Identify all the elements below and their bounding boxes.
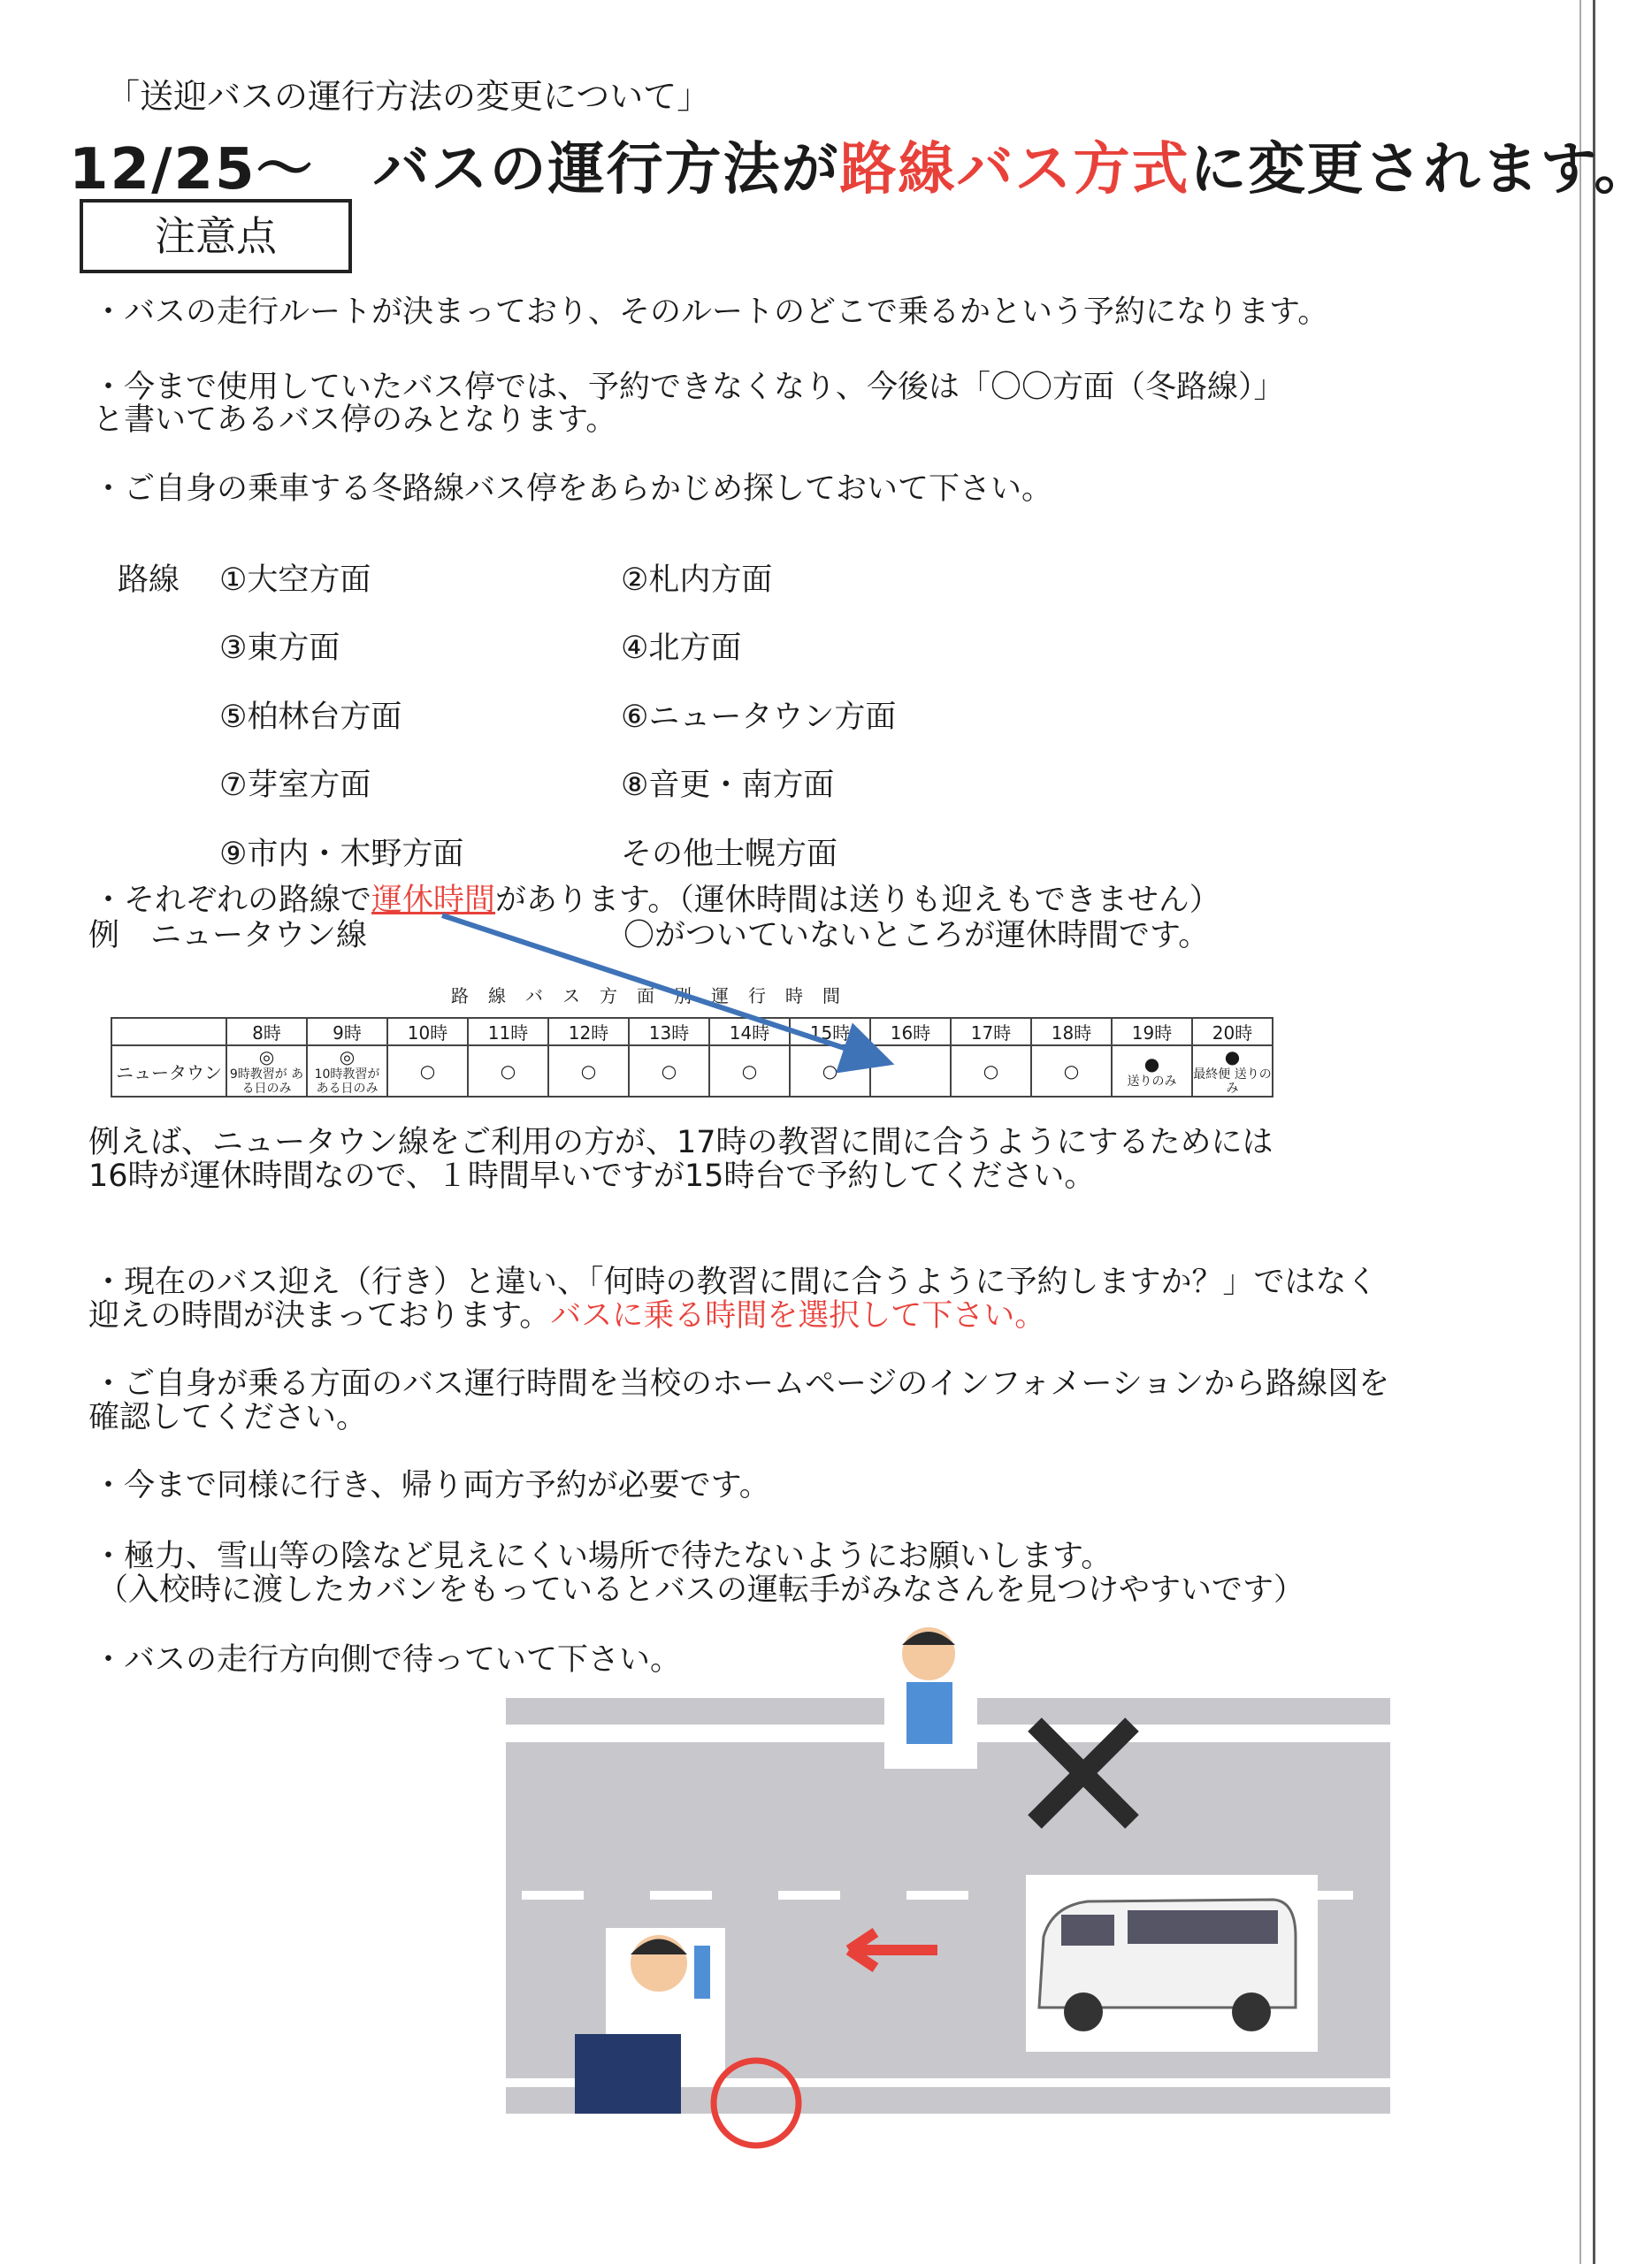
- hour-15: 15時: [790, 1018, 870, 1045]
- headline-pre: 12/25～ バスの運行方法が: [69, 137, 840, 203]
- route-1: ①大空方面: [219, 562, 371, 598]
- slot-18: ○: [1031, 1045, 1112, 1097]
- person-wrong-icon: [884, 1618, 977, 1769]
- timetable-row-label: ニュータウン: [111, 1045, 226, 1097]
- example-line-2: 16時が運休時間なので、１時間早いですが15時台で予約してください。: [88, 1159, 1096, 1194]
- hour-12: 12時: [548, 1018, 629, 1045]
- route-other: その他士幌方面: [621, 837, 838, 872]
- slot-14: ○: [709, 1045, 790, 1097]
- slot-19-note: 送りのみ: [1127, 1075, 1177, 1089]
- hour-20: 20時: [1192, 1018, 1273, 1045]
- hour-8: 8時: [226, 1018, 307, 1045]
- bullet-c2b: 確認してください。: [88, 1400, 368, 1435]
- rest-pre: ・それぞれの路線で: [93, 883, 372, 918]
- route-8: ⑧音更・南方面: [621, 768, 835, 803]
- rest-time-link: 運休時間: [371, 883, 496, 918]
- hour-9: 9時: [307, 1018, 387, 1045]
- route-2: ②札内方面: [621, 562, 773, 598]
- hour-10: 10時: [387, 1018, 468, 1045]
- route-6: ⑥ニュータウン方面: [621, 700, 897, 735]
- rest-arrow: [0, 0, 1601, 1114]
- slot-10: ○: [387, 1045, 468, 1097]
- bullet-c1a: ・現在のバス迎え（行き）と違い、「何時の教習に間に合うように予約しますか？」ではなく: [93, 1265, 1378, 1300]
- routes-label: 路線: [118, 562, 180, 598]
- bus-icon: [1026, 1875, 1318, 2052]
- slot-20-mark: ●: [1224, 1046, 1241, 1067]
- bullet-c1b: [88, 1298, 1045, 1334]
- hour-13: 13時: [629, 1018, 709, 1045]
- hour-17: 17時: [951, 1018, 1031, 1045]
- hour-19: 19時: [1112, 1018, 1192, 1045]
- c1b-pre: 迎えの時間が決まっております。: [88, 1298, 551, 1334]
- rest-explain: 〇がついていないところが運休時間です。: [623, 918, 1210, 953]
- slot-20-note: 最終便 送りのみ: [1193, 1067, 1272, 1096]
- bullet-c3: ・今まで同様に行き、帰り両方予約が必要です。: [93, 1468, 770, 1503]
- example-line-1: 例えば、ニュータウン線をご利用の方が、17時の教習に間に合うようにするためには: [88, 1125, 1273, 1160]
- subtitle: 「送迎バスの運行方法の変更について」: [106, 77, 711, 116]
- hour-16: 16時: [870, 1018, 951, 1045]
- bullet-c2a: ・ご自身が乗る方面のバス運行時間を当校のホームページのインフォメーションから路線図を: [93, 1366, 1390, 1402]
- school-bag-icon: [575, 2034, 681, 2114]
- slot-12: ○: [548, 1045, 629, 1097]
- slot-15: ○: [790, 1045, 870, 1097]
- rest-example: 例 ニュータウン線: [88, 918, 368, 953]
- slot-9-mark: ◎: [339, 1046, 356, 1067]
- bullet-c4b: （入校時に渡したカバンをもっているとバスの運転手がみなさんを見つけやすいです）: [97, 1572, 1305, 1608]
- slot-9-note: 10時教習が ある日のみ: [314, 1067, 380, 1096]
- slot-13: ○: [629, 1045, 709, 1097]
- slot-8-note: 9時教習が ある日のみ: [229, 1067, 304, 1096]
- route-4: ④北方面: [621, 631, 742, 666]
- hour-14: 14時: [709, 1018, 790, 1045]
- timetable-caption: 路線バス方面別運行時間: [451, 985, 860, 1006]
- route-7: ⑦芽室方面: [219, 768, 371, 803]
- slot-17: ○: [951, 1045, 1031, 1097]
- bullet-c4a: ・極力、雪山等の陰など見えにくい場所で待たないようにお願いします。: [93, 1539, 1113, 1574]
- hour-11: 11時: [468, 1018, 548, 1045]
- bullet-1: ・バスの走行ルートが決まっており、そのルートのどこで乗るかという予約になります。: [93, 294, 1329, 330]
- slot-8-mark: ◎: [258, 1046, 275, 1067]
- bullet-2a: ・今まで使用していたバス停では、予約できなくなり、今後は「〇〇方面（冬路線）」: [93, 370, 1285, 405]
- caution-box: 注意点: [80, 199, 352, 273]
- hour-18: 18時: [1031, 1018, 1112, 1045]
- headline-highlight: 路線バス方式: [839, 137, 1190, 203]
- c1b-red: バスに乗る時間を選択して下さい。: [550, 1298, 1046, 1334]
- road-illustration: [495, 1618, 1397, 2114]
- route-3: ③東方面: [219, 631, 340, 666]
- bullet-c5: ・バスの走行方向側で待っていて下さい。: [93, 1642, 682, 1678]
- rest-post: があります。（運休時間は送りも迎えもできません）: [495, 883, 1220, 918]
- slot-19-mark: ●: [1143, 1053, 1160, 1075]
- headline-post: に変更されます。: [1189, 137, 1652, 203]
- bullet-3: ・ご自身の乗車する冬路線バス停をあらかじめ探しておいて下さい。: [93, 471, 1053, 507]
- route-9: ⑨市内・木野方面: [219, 837, 464, 872]
- slot-11: ○: [468, 1045, 548, 1097]
- bullet-2b: と書いてあるバス停のみとなります。: [93, 402, 617, 438]
- route-5: ⑤柏林台方面: [219, 700, 402, 735]
